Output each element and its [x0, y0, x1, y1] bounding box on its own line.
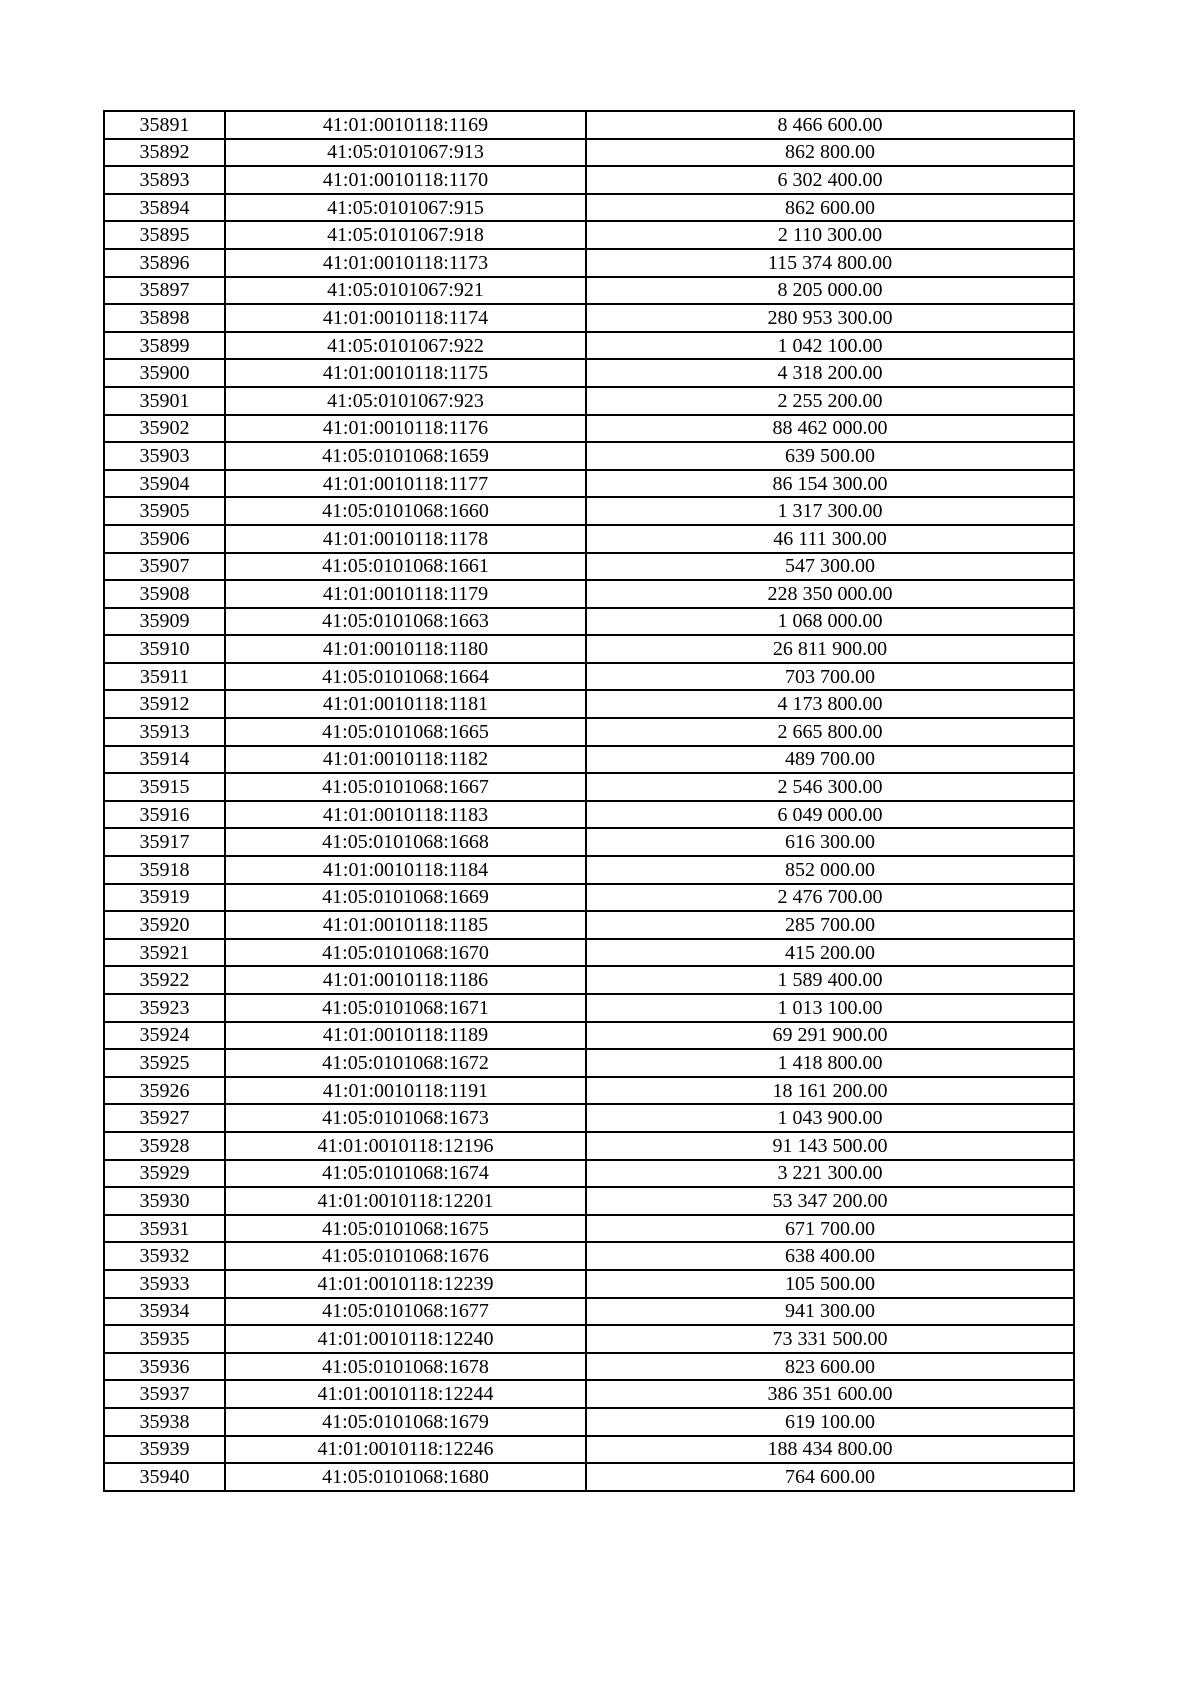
cadastral-value-cell: 4 173 800.00 [586, 690, 1074, 718]
cadastral-value-cell: 639 500.00 [586, 442, 1074, 470]
table-row [104, 1436, 1074, 1464]
cadastral-number-cell: 41:05:0101068:1660 [225, 497, 586, 525]
row-number-cell: 35914 [104, 746, 225, 774]
cadastral-value-cell: 764 600.00 [586, 1463, 1074, 1491]
table-row [104, 1270, 1074, 1298]
cadastral-value-cell: 188 434 800.00 [586, 1436, 1074, 1464]
table-row [104, 1242, 1074, 1270]
cadastral-number-cell: 41:01:0010118:1178 [225, 525, 586, 553]
table-row [104, 166, 1074, 194]
row-number-cell: 35897 [104, 277, 225, 305]
row-number-cell: 35907 [104, 553, 225, 581]
cadastral-value-cell: 1 317 300.00 [586, 497, 1074, 525]
table-row [104, 497, 1074, 525]
table-row [104, 1022, 1074, 1050]
cadastral-number-cell: 41:01:0010118:12201 [225, 1187, 586, 1215]
cadastral-value-cell: 53 347 200.00 [586, 1187, 1074, 1215]
cadastral-number-cell: 41:05:0101068:1676 [225, 1242, 586, 1270]
cadastral-value-cell: 18 161 200.00 [586, 1077, 1074, 1105]
row-number-cell: 35892 [104, 139, 225, 167]
cadastral-number-cell: 41:01:0010118:12196 [225, 1132, 586, 1160]
table-row [104, 856, 1074, 884]
cadastral-number-cell: 41:05:0101068:1672 [225, 1049, 586, 1077]
row-number-cell: 35894 [104, 194, 225, 222]
cadastral-value-cell: 823 600.00 [586, 1353, 1074, 1381]
cadastral-value-cell: 2 476 700.00 [586, 884, 1074, 912]
table-row [104, 139, 1074, 167]
row-number-cell: 35936 [104, 1353, 225, 1381]
cadastral-value-cell: 671 700.00 [586, 1215, 1074, 1243]
table-row [104, 1408, 1074, 1436]
row-number-cell: 35927 [104, 1104, 225, 1132]
table-row [104, 746, 1074, 774]
cadastral-number-cell: 41:01:0010118:1180 [225, 635, 586, 663]
row-number-cell: 35906 [104, 525, 225, 553]
cadastral-number-cell: 41:01:0010118:1191 [225, 1077, 586, 1105]
table-row [104, 1353, 1074, 1381]
cadastral-number-cell: 41:05:0101067:921 [225, 277, 586, 305]
row-number-cell: 35921 [104, 939, 225, 967]
row-number-cell: 35932 [104, 1242, 225, 1270]
cadastral-number-cell: 41:01:0010118:1169 [225, 111, 586, 139]
table-row [104, 1104, 1074, 1132]
cadastral-number-cell: 41:05:0101068:1671 [225, 994, 586, 1022]
cadastral-value-cell: 26 811 900.00 [586, 635, 1074, 663]
cadastral-value-cell: 489 700.00 [586, 746, 1074, 774]
cadastral-value-cell: 86 154 300.00 [586, 470, 1074, 498]
cadastral-number-cell: 41:05:0101068:1680 [225, 1463, 586, 1491]
table-row [104, 966, 1074, 994]
cadastral-number-cell: 41:05:0101067:918 [225, 221, 586, 249]
cadastral-number-cell: 41:01:0010118:1181 [225, 690, 586, 718]
cadastral-value-cell: 2 255 200.00 [586, 387, 1074, 415]
cadastral-value-cell: 228 350 000.00 [586, 580, 1074, 608]
cadastral-number-cell: 41:05:0101068:1673 [225, 1104, 586, 1132]
table-row [104, 608, 1074, 636]
row-number-cell: 35904 [104, 470, 225, 498]
row-number-cell: 35899 [104, 332, 225, 360]
table-row [104, 470, 1074, 498]
cadastral-number-cell: 41:05:0101068:1664 [225, 663, 586, 691]
cadastral-number-cell: 41:05:0101068:1667 [225, 773, 586, 801]
row-number-cell: 35901 [104, 387, 225, 415]
cadastral-value-cell: 1 418 800.00 [586, 1049, 1074, 1077]
cadastral-value-cell: 1 042 100.00 [586, 332, 1074, 360]
cadastral-number-cell: 41:01:0010118:1183 [225, 801, 586, 829]
cadastral-number-cell: 41:01:0010118:1177 [225, 470, 586, 498]
cadastral-number-cell: 41:01:0010118:12239 [225, 1270, 586, 1298]
row-number-cell: 35939 [104, 1436, 225, 1464]
cadastral-number-cell: 41:01:0010118:1170 [225, 166, 586, 194]
row-number-cell: 35895 [104, 221, 225, 249]
cadastral-value-cell: 6 049 000.00 [586, 801, 1074, 829]
cadastral-number-cell: 41:01:0010118:1186 [225, 966, 586, 994]
cadastral-value-cell: 941 300.00 [586, 1298, 1074, 1326]
cadastral-number-cell: 41:05:0101067:915 [225, 194, 586, 222]
row-number-cell: 35902 [104, 415, 225, 443]
table-row [104, 277, 1074, 305]
cadastral-value-cell: 1 013 100.00 [586, 994, 1074, 1022]
table-row [104, 1325, 1074, 1353]
table-row [104, 194, 1074, 222]
cadastral-number-cell: 41:05:0101068:1668 [225, 828, 586, 856]
cadastral-number-cell: 41:01:0010118:1189 [225, 1022, 586, 1050]
cadastral-value-cell: 415 200.00 [586, 939, 1074, 967]
row-number-cell: 35913 [104, 718, 225, 746]
cadastral-number-cell: 41:01:0010118:1184 [225, 856, 586, 884]
cadastral-number-cell: 41:01:0010118:1185 [225, 911, 586, 939]
cadastral-value-cell: 4 318 200.00 [586, 359, 1074, 387]
row-number-cell: 35891 [104, 111, 225, 139]
table-row [104, 884, 1074, 912]
cadastral-value-cell: 69 291 900.00 [586, 1022, 1074, 1050]
cadastral-value-cell: 862 800.00 [586, 139, 1074, 167]
table-row [104, 387, 1074, 415]
table-row [104, 359, 1074, 387]
cadastral-number-cell: 41:05:0101067:923 [225, 387, 586, 415]
cadastral-value-cell: 638 400.00 [586, 1242, 1074, 1270]
cadastral-number-cell: 41:05:0101068:1670 [225, 939, 586, 967]
row-number-cell: 35930 [104, 1187, 225, 1215]
row-number-cell: 35920 [104, 911, 225, 939]
cadastral-number-cell: 41:01:0010118:1173 [225, 249, 586, 277]
table-row [104, 828, 1074, 856]
table-row [104, 1298, 1074, 1326]
cadastral-value-cell: 616 300.00 [586, 828, 1074, 856]
cadastral-number-cell: 41:05:0101068:1669 [225, 884, 586, 912]
cadastral-number-cell: 41:05:0101068:1679 [225, 1408, 586, 1436]
cadastral-value-cell: 703 700.00 [586, 663, 1074, 691]
cadastral-number-cell: 41:05:0101067:922 [225, 332, 586, 360]
table-row [104, 553, 1074, 581]
cadastral-value-cell: 285 700.00 [586, 911, 1074, 939]
cadastral-value-cell: 3 221 300.00 [586, 1160, 1074, 1188]
table-row [104, 221, 1074, 249]
cadastral-number-cell: 41:05:0101068:1677 [225, 1298, 586, 1326]
row-number-cell: 35922 [104, 966, 225, 994]
row-number-cell: 35938 [104, 1408, 225, 1436]
table-row [104, 249, 1074, 277]
row-number-cell: 35917 [104, 828, 225, 856]
table-row [104, 525, 1074, 553]
row-number-cell: 35910 [104, 635, 225, 663]
table-row [104, 415, 1074, 443]
cadastral-value-cell: 2 110 300.00 [586, 221, 1074, 249]
row-number-cell: 35926 [104, 1077, 225, 1105]
table-row [104, 1380, 1074, 1408]
row-number-cell: 35909 [104, 608, 225, 636]
cadastral-number-cell: 41:05:0101068:1663 [225, 608, 586, 636]
row-number-cell: 35898 [104, 304, 225, 332]
table-row [104, 635, 1074, 663]
cadastral-number-cell: 41:05:0101068:1661 [225, 553, 586, 581]
cadastral-number-cell: 41:01:0010118:1176 [225, 415, 586, 443]
table-row [104, 1215, 1074, 1243]
cadastral-number-cell: 41:01:0010118:1179 [225, 580, 586, 608]
cadastral-number-cell: 41:05:0101068:1675 [225, 1215, 586, 1243]
table-row [104, 580, 1074, 608]
row-number-cell: 35929 [104, 1160, 225, 1188]
cadastral-value-cell: 862 600.00 [586, 194, 1074, 222]
row-number-cell: 35896 [104, 249, 225, 277]
cadastral-value-cell: 280 953 300.00 [586, 304, 1074, 332]
table-row [104, 304, 1074, 332]
cadastral-number-cell: 41:05:0101068:1659 [225, 442, 586, 470]
cadastral-value-cell: 1 589 400.00 [586, 966, 1074, 994]
table-row [104, 1160, 1074, 1188]
cadastral-value-cell: 8 205 000.00 [586, 277, 1074, 305]
table-body [104, 111, 1074, 1491]
table-row [104, 1049, 1074, 1077]
table-row [104, 939, 1074, 967]
table-row [104, 332, 1074, 360]
row-number-cell: 35912 [104, 690, 225, 718]
cadastral-number-cell: 41:01:0010118:12240 [225, 1325, 586, 1353]
table-row [104, 1187, 1074, 1215]
cadastral-value-cell: 8 466 600.00 [586, 111, 1074, 139]
row-number-cell: 35900 [104, 359, 225, 387]
cadastral-value-cell: 852 000.00 [586, 856, 1074, 884]
row-number-cell: 35918 [104, 856, 225, 884]
table-row [104, 911, 1074, 939]
table-row [104, 1463, 1074, 1491]
row-number-cell: 35924 [104, 1022, 225, 1050]
table-row [104, 1132, 1074, 1160]
cadastral-value-cell: 88 462 000.00 [586, 415, 1074, 443]
row-number-cell: 35925 [104, 1049, 225, 1077]
cadastral-number-cell: 41:01:0010118:12246 [225, 1436, 586, 1464]
cadastral-number-cell: 41:01:0010118:12244 [225, 1380, 586, 1408]
cadastral-value-table [103, 110, 1075, 1492]
table-row [104, 1077, 1074, 1105]
cadastral-value-cell: 6 302 400.00 [586, 166, 1074, 194]
cadastral-value-cell: 115 374 800.00 [586, 249, 1074, 277]
cadastral-number-cell: 41:05:0101067:913 [225, 139, 586, 167]
table-row [104, 718, 1074, 746]
cadastral-number-cell: 41:05:0101068:1665 [225, 718, 586, 746]
row-number-cell: 35905 [104, 497, 225, 525]
row-number-cell: 35937 [104, 1380, 225, 1408]
row-number-cell: 35908 [104, 580, 225, 608]
cadastral-value-cell: 547 300.00 [586, 553, 1074, 581]
row-number-cell: 35928 [104, 1132, 225, 1160]
row-number-cell: 35915 [104, 773, 225, 801]
cadastral-number-cell: 41:05:0101068:1678 [225, 1353, 586, 1381]
row-number-cell: 35916 [104, 801, 225, 829]
cadastral-number-cell: 41:01:0010118:1182 [225, 746, 586, 774]
cadastral-value-cell: 105 500.00 [586, 1270, 1074, 1298]
table-row [104, 111, 1074, 139]
cadastral-value-cell: 386 351 600.00 [586, 1380, 1074, 1408]
row-number-cell: 35893 [104, 166, 225, 194]
row-number-cell: 35903 [104, 442, 225, 470]
row-number-cell: 35940 [104, 1463, 225, 1491]
table-row [104, 663, 1074, 691]
cadastral-value-cell: 2 546 300.00 [586, 773, 1074, 801]
row-number-cell: 35919 [104, 884, 225, 912]
table-row [104, 773, 1074, 801]
cadastral-value-cell: 73 331 500.00 [586, 1325, 1074, 1353]
cadastral-number-cell: 41:05:0101068:1674 [225, 1160, 586, 1188]
cadastral-number-cell: 41:01:0010118:1175 [225, 359, 586, 387]
table-row [104, 442, 1074, 470]
table-row [104, 801, 1074, 829]
cadastral-number-cell: 41:01:0010118:1174 [225, 304, 586, 332]
cadastral-value-cell: 2 665 800.00 [586, 718, 1074, 746]
row-number-cell: 35933 [104, 1270, 225, 1298]
table-row [104, 690, 1074, 718]
row-number-cell: 35931 [104, 1215, 225, 1243]
cadastral-value-cell: 1 068 000.00 [586, 608, 1074, 636]
cadastral-value-cell: 46 111 300.00 [586, 525, 1074, 553]
cadastral-value-cell: 619 100.00 [586, 1408, 1074, 1436]
cadastral-value-cell: 1 043 900.00 [586, 1104, 1074, 1132]
row-number-cell: 35923 [104, 994, 225, 1022]
row-number-cell: 35934 [104, 1298, 225, 1326]
row-number-cell: 35935 [104, 1325, 225, 1353]
table-row [104, 994, 1074, 1022]
cadastral-value-cell: 91 143 500.00 [586, 1132, 1074, 1160]
row-number-cell: 35911 [104, 663, 225, 691]
